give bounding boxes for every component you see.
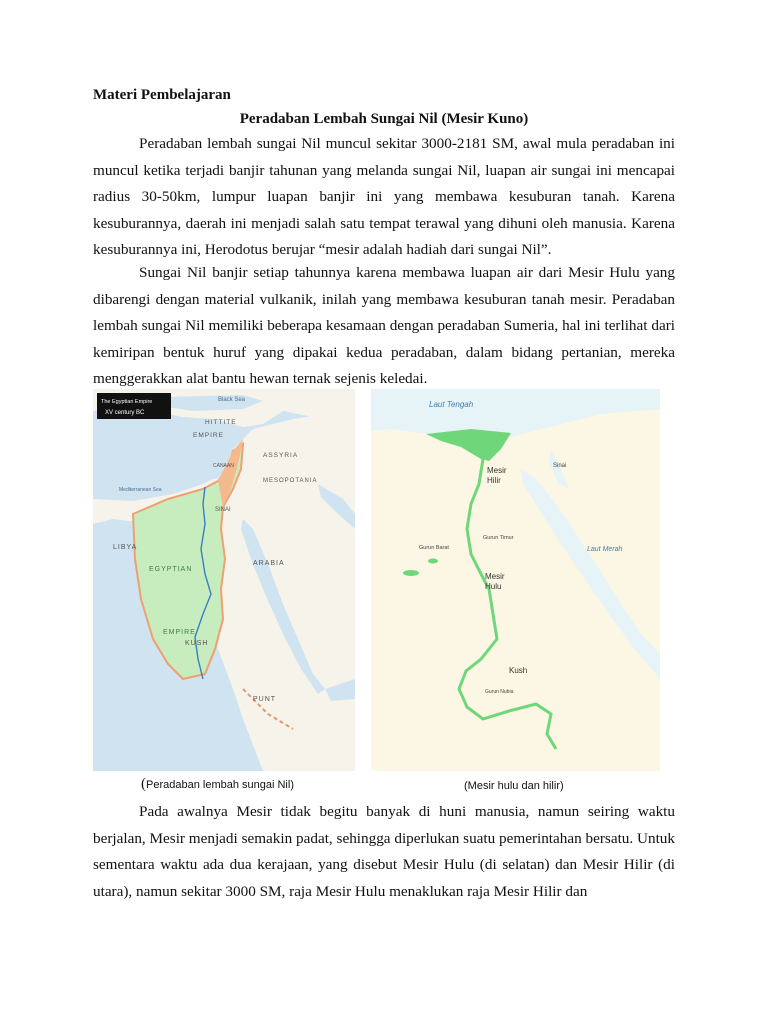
section-heading: Materi Pembelajaran (93, 87, 231, 103)
label-black-sea: Black Sea (218, 397, 246, 403)
label-kush-right: Kush (509, 666, 528, 675)
label-mediterranean: Mediterranean Sea (119, 487, 162, 493)
paragraph-3 (93, 799, 675, 905)
label-libya: LIBYA (113, 544, 138, 551)
label-hittite: HITTITE (205, 419, 237, 426)
paragraph-3-text: Pada awalnya Mesir tidak begitu banyak di huni manusia, namun seiring waktu berjalan, Mesir menjadi semakin padat, sehingga diperlukan suatu pemerintahan bersatu. Untuk sementara waktu ada dua kerajaan, yang disebut Mesir Hulu (di selatan) dan Mesir Hilir (di utara), namun sekitar 3000 SM, raja Mesir Hulu menaklukan raja Mesir Hilir dan (93, 803, 675, 900)
label-assyria: ASSYRIA (263, 452, 299, 459)
label-kush: KUSH (185, 640, 209, 647)
paragraph-2 (93, 260, 675, 393)
egyptian-empire-map (93, 389, 355, 771)
label-laut-tengah: Laut Tengah (429, 400, 474, 409)
label-egyptian: EGYPTIAN (149, 566, 193, 573)
label-punt: PUNT (253, 696, 277, 703)
label-sinai: SINAI (215, 507, 231, 513)
map-legend-line2: XV century BC (105, 410, 145, 416)
caption-left-paren: ( (141, 776, 146, 792)
label-gurun-timur: Gurun Timur (483, 535, 514, 541)
caption-left (141, 776, 294, 793)
label-mesir-hulu-1: Mesir (485, 572, 505, 581)
label-mesir-hilir-2: Hilir (487, 476, 501, 485)
paragraph-1-text: Peradaban lembah sungai Nil muncul sekitar 3000-2181 SM, awal mula peradaban ini muncul ketika terjadi banjir tahunan yang melanda sungai Nil, luapan air sungai ini mencapai radius 30-50km, lumpur luapan banjir ini yang membawa kesuburan tanah. Karena kesuburannya, daerah ini menjadi salah satu tempat terawal yang dihuni oleh manusia. Karena kesuburannya ini, Herodotus berujar “mesir adalah hadiah dari sungai Nil”. (93, 135, 675, 259)
label-gurun-barat: Gurun Barat (419, 545, 449, 551)
caption-left-text: Peradaban lembah sungai Nil) (146, 779, 294, 791)
paragraph-1 (93, 131, 675, 264)
label-gurun-nubia: Gurun Nubia (485, 689, 514, 695)
label-empire-top: EMPIRE (193, 432, 224, 439)
label-canaan: CANAAN (213, 463, 234, 469)
label-sinai-right: Sinai (553, 463, 567, 469)
label-mesir-hilir-1: Mesir (487, 466, 507, 475)
upper-lower-egypt-map (371, 389, 660, 771)
label-mesir-hulu-2: Hulu (485, 582, 502, 591)
label-arabia: ARABIA (253, 560, 285, 567)
document-title: Peradaban Lembah Sungai Nil (Mesir Kuno) (239, 111, 529, 127)
caption-right: (Mesir hulu dan hilir) (464, 780, 564, 792)
label-empire-mid: EMPIRE (163, 629, 196, 636)
label-mesopotamia: MESOPOTANIA (263, 478, 318, 484)
map-legend-line1: The Egyptian Empire (101, 399, 153, 405)
label-laut-merah: Laut Merah (587, 546, 623, 553)
paragraph-2-text: Sungai Nil banjir setiap tahunnya karena membawa luapan air dari Mesir Hulu yang dibarengi dengan material vulkanik, inilah yang membawa kesuburan tanah mesir. Peradaban lembah sungai Nil memiliki beberapa kesamaan dengan peradaban Sumeria, hal ini terlihat dari kemiripan bentuk huruf yang dipakai kedua peradaban, dalam bidang pertanian, mereka menggerakkan alat bantu hewan ternak sejenis keledai. (93, 264, 675, 388)
